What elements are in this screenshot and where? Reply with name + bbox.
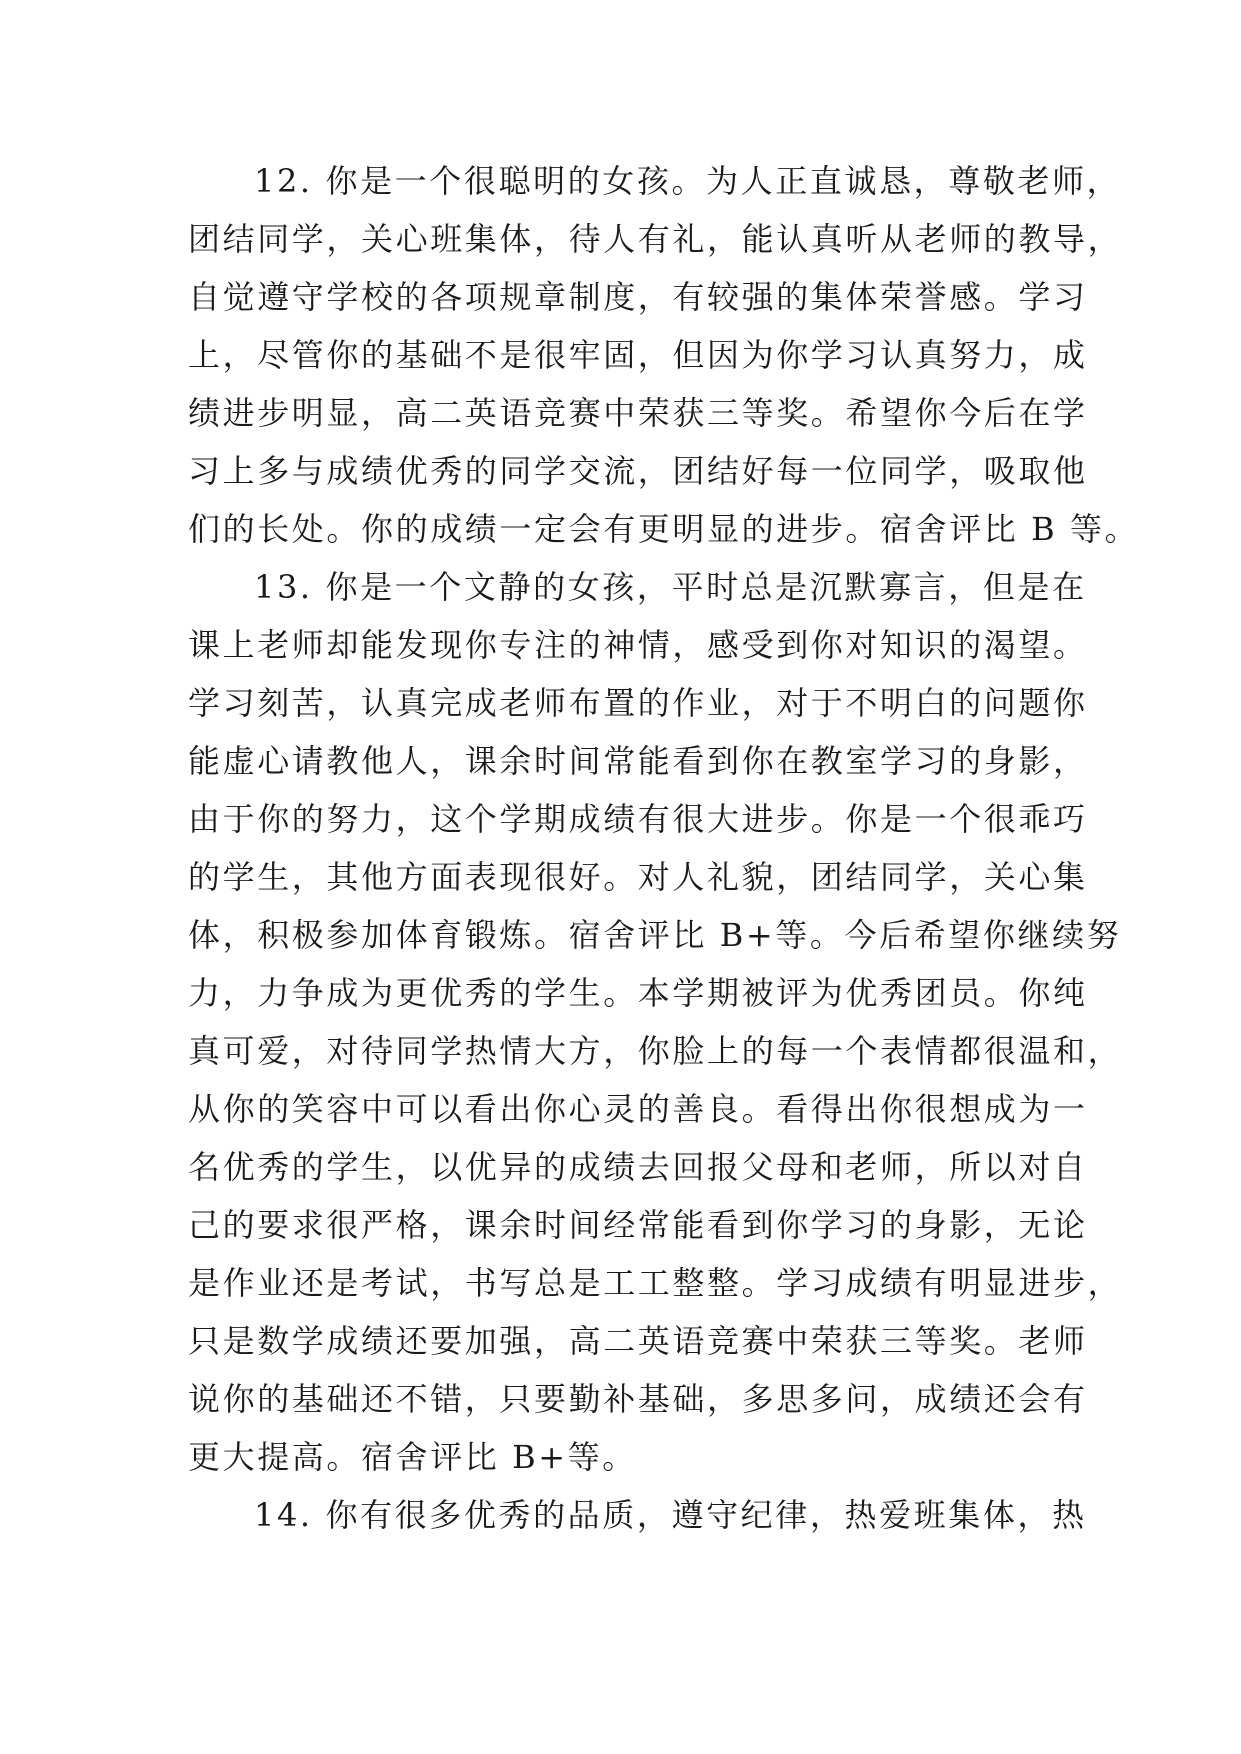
paragraph-line: 是作业还是考试，书写总是工工整整。学习成绩有明显进步， bbox=[188, 1264, 1123, 1302]
paragraph-13 bbox=[188, 558, 1123, 1486]
paragraph-line: 真可爱，对待同学热情大方，你脸上的每一个表情都很温和， bbox=[188, 1032, 1123, 1070]
paragraph-line: 更大提高。宿舍评比 B+等。 bbox=[188, 1438, 637, 1476]
paragraph-line: 力，力争成为更优秀的学生。本学期被评为优秀团员。你纯 bbox=[188, 974, 1088, 1012]
paragraph-line: 们的长处。你的成绩一定会有更明显的进步。宿舍评比 B 等。 bbox=[188, 510, 1140, 548]
paragraph-line: 12. 你是一个很聪明的女孩。为人正直诚恳，尊敬老师， bbox=[254, 162, 1122, 200]
paragraph-line: 体，积极参加体育锻炼。宿舍评比 B+等。今后希望你继续努 bbox=[188, 916, 1122, 954]
paragraph-line: 团结同学，关心班集体，待人有礼，能认真听从老师的教导， bbox=[188, 220, 1123, 258]
paragraph-line: 上，尽管你的基础不是很牢固，但因为你学习认真努力，成 bbox=[188, 336, 1088, 374]
paragraph-line: 14. 你有很多优秀的品质，遵守纪律，热爱班集体，热 bbox=[254, 1496, 1087, 1534]
document-body bbox=[188, 152, 1140, 1544]
paragraph-line: 只是数学成绩还要加强，高二英语竞赛中荣获三等奖。老师 bbox=[188, 1322, 1088, 1360]
paragraph-line: 13. 你是一个文静的女孩，平时总是沉默寡言，但是在 bbox=[254, 568, 1087, 606]
paragraph-12 bbox=[188, 152, 1140, 558]
paragraph-line: 从你的笑容中可以看出你心灵的善良。看得出你很想成为一 bbox=[188, 1090, 1088, 1128]
paragraph-line: 习上多与成绩优秀的同学交流，团结好每一位同学，吸取他 bbox=[188, 452, 1088, 490]
paragraph-line: 的学生，其他方面表现很好。对人礼貌，团结同学，关心集 bbox=[188, 858, 1088, 896]
paragraph-line: 由于你的努力，这个学期成绩有很大进步。你是一个很乖巧 bbox=[188, 800, 1088, 838]
paragraph-line: 自觉遵守学校的各项规章制度，有较强的集体荣誉感。学习 bbox=[188, 278, 1088, 316]
paragraph-14 bbox=[188, 1486, 1087, 1544]
paragraph-line: 绩进步明显，高二英语竞赛中荣获三等奖。希望你今后在学 bbox=[188, 394, 1088, 432]
paragraph-line: 课上老师却能发现你专注的神情，感受到你对知识的渴望。 bbox=[188, 626, 1088, 664]
paragraph-line: 能虚心请教他人，课余时间常能看到你在教室学习的身影， bbox=[188, 742, 1088, 780]
paragraph-line: 学习刻苦，认真完成老师布置的作业，对于不明白的问题你 bbox=[188, 684, 1088, 722]
paragraph-line: 说你的基础还不错，只要勤补基础，多思多问，成绩还会有 bbox=[188, 1380, 1088, 1418]
paragraph-line: 名优秀的学生，以优异的成绩去回报父母和老师，所以对自 bbox=[188, 1148, 1088, 1186]
paragraph-line: 己的要求很严格，课余时间经常能看到你学习的身影，无论 bbox=[188, 1206, 1088, 1244]
